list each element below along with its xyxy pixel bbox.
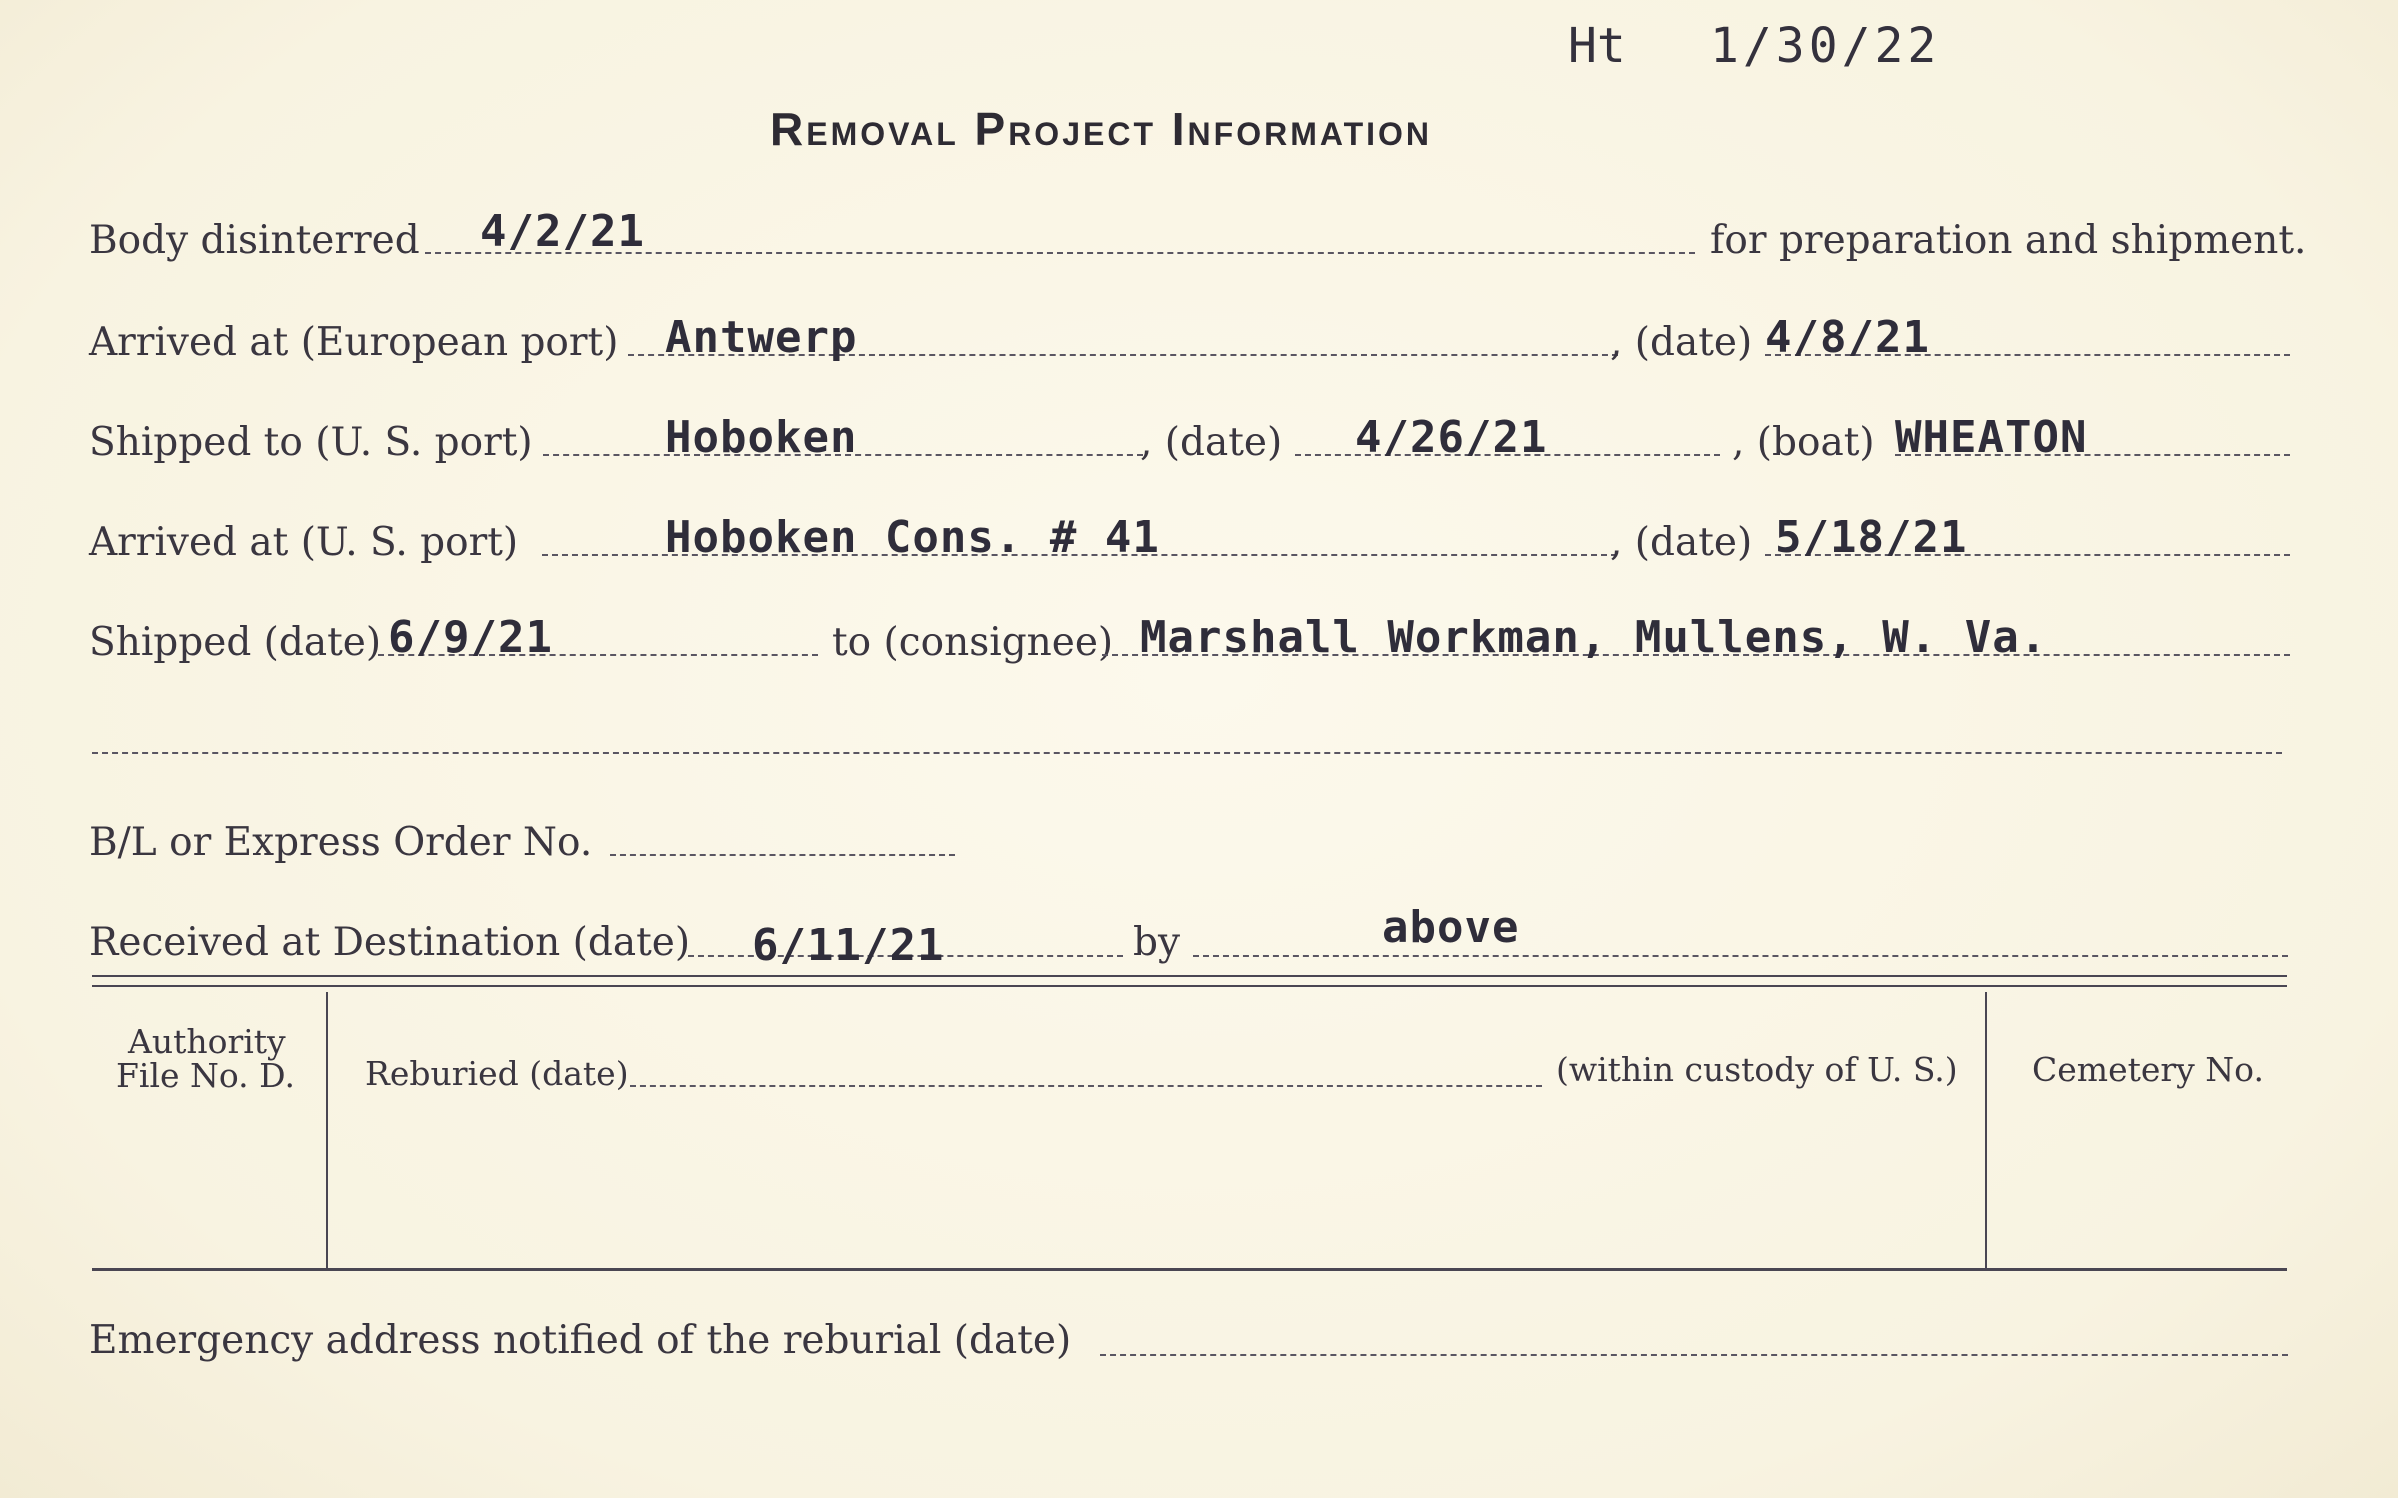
- box-top-rule-2: [92, 985, 2287, 987]
- reburied-line: [630, 1085, 1542, 1087]
- shipped-to-boat: WHEATON: [1895, 412, 2088, 463]
- arrived-us-label: Arrived at (U. S. port): [89, 520, 519, 565]
- shipped-to-label: Shipped to (U. S. port): [89, 420, 533, 465]
- received-by: above: [1382, 902, 1520, 953]
- card-title-text: Removal Project Information: [770, 103, 1433, 155]
- shipped-date: 6/9/21: [388, 612, 553, 663]
- arrived-european-label: Arrived at (European port): [89, 320, 619, 365]
- bl-order-line: [610, 854, 955, 856]
- card-title: [770, 102, 1432, 156]
- arrived-european-date-label: , (date): [1610, 320, 1753, 365]
- shipped-to-boat-label: , (boat): [1732, 420, 1875, 465]
- shipped-date-label: Shipped (date): [89, 620, 382, 665]
- emergency-label: Emergency address notified of the reburial (date): [89, 1318, 1072, 1363]
- arrived-us-port: Hoboken Cons. # 41: [665, 512, 1160, 563]
- box-top-rule-1: [92, 975, 2287, 977]
- stamp-date: 1/30/22: [1710, 18, 1941, 74]
- consignee-name: Marshall Workman, Mullens, W. Va.: [1140, 612, 2048, 663]
- received-by-line: [1193, 955, 2288, 957]
- received-label: Received at Destination (date): [89, 920, 691, 965]
- initials-mark: Ht: [1568, 18, 1626, 74]
- bl-order-label: B/L or Express Order No.: [89, 820, 593, 865]
- continuation-line: [92, 752, 2282, 754]
- authority-label-1: Authority: [128, 1022, 286, 1061]
- custody-note: (within custody of U. S.): [1556, 1050, 1958, 1089]
- received-date: 6/11/21: [752, 920, 945, 971]
- reburied-label: Reburied (date): [365, 1054, 629, 1093]
- arrived-european-date: 4/8/21: [1765, 312, 1930, 363]
- box-bottom-rule: [92, 1268, 2287, 1271]
- consignee-label: to (consignee): [832, 620, 1114, 665]
- shipped-to-date-label: , (date): [1140, 420, 1283, 465]
- shipped-to-date: 4/26/21: [1355, 412, 1548, 463]
- received-by-label: by: [1133, 920, 1180, 965]
- arrived-european-port: Antwerp: [665, 312, 858, 363]
- authority-label-2: File No. D.: [116, 1056, 295, 1095]
- box-divider-right: [1985, 992, 1987, 1268]
- body-disinterred-suffix: for preparation and shipment.: [1710, 218, 2307, 263]
- emergency-line: [1100, 1354, 2288, 1356]
- body-disinterred-label: Body disinterred: [89, 218, 420, 263]
- cemetery-label: Cemetery No.: [2032, 1050, 2264, 1089]
- body-disinterred-date: 4/2/21: [480, 206, 645, 257]
- arrived-us-date: 5/18/21: [1775, 512, 1968, 563]
- arrived-us-date-label: , (date): [1610, 520, 1753, 565]
- shipped-to-port: Hoboken: [665, 412, 858, 463]
- box-divider-left: [326, 992, 328, 1268]
